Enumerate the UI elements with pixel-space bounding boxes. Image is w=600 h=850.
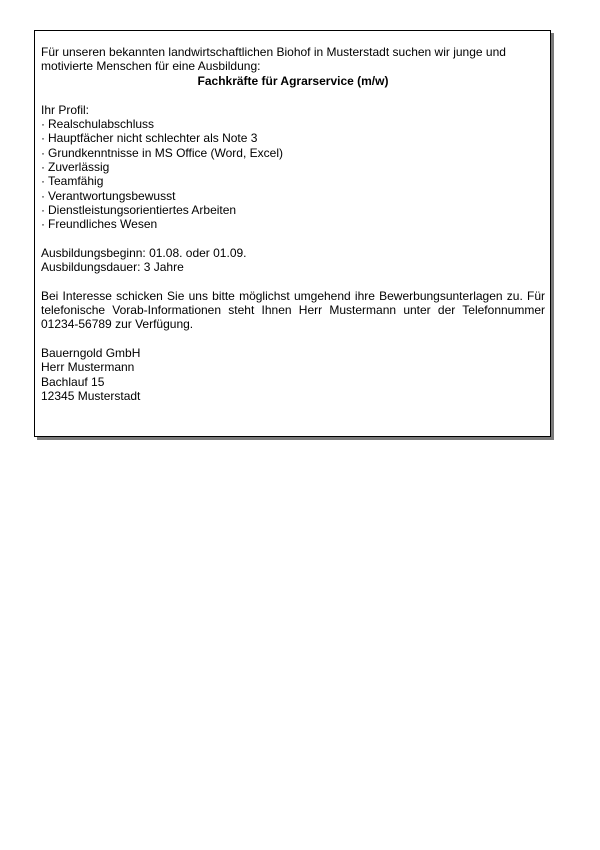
- profile-item-label: Teamfähig: [48, 174, 104, 189]
- profile-item-label: Grundkenntnisse in MS Office (Word, Excel): [48, 145, 283, 160]
- spacer: [41, 232, 545, 246]
- list-item: [41, 217, 545, 231]
- list-item: [41, 146, 545, 160]
- intro-text: Für unseren bekannten landwirtschaftlichen Biohof in Musterstadt suchen wir junge und motivierte Menschen für eine Ausbildung:: [41, 45, 506, 74]
- contact-street: Bachlauf 15: [41, 374, 105, 389]
- profile-item-label: Realschulabschluss: [48, 117, 155, 132]
- bullet: ·: [41, 217, 45, 232]
- profile-item-label: Freundliches Wesen: [48, 217, 158, 232]
- job-advertisement: [34, 30, 551, 437]
- contact-person: Herr Mustermann: [41, 360, 135, 375]
- bullet: ·: [41, 174, 45, 189]
- list-item: [41, 160, 545, 174]
- application-text: Bei Interesse schicken Sie uns bitte möglichst umgehend ihre Bewerbungsunterlagen zu. Für telefonische Vorab-Informationen steht Ihnen Herr Mustermann unter der Telefonnummer 01234-56789 zur Verfügung.: [41, 288, 545, 332]
- bullet: ·: [41, 160, 45, 175]
- bullet: ·: [41, 145, 45, 160]
- list-item: [41, 174, 545, 188]
- training-duration: Ausbildungsdauer: 3 Jahre: [41, 260, 184, 275]
- profile-item-label: Verantwortungsbewusst: [48, 188, 176, 203]
- list-item: [41, 203, 545, 217]
- bullet: ·: [41, 117, 45, 132]
- profile-item-label: Hauptfächer nicht schlechter als Note 3: [48, 131, 258, 146]
- list-item: [41, 189, 545, 203]
- bullet: ·: [41, 202, 45, 217]
- job-title: Fachkräfte für Agrarservice (m/w): [197, 73, 389, 88]
- bullet: ·: [41, 188, 45, 203]
- list-item: [41, 117, 545, 131]
- spacer: [41, 332, 545, 346]
- profile-item-label: Dienstleistungsorientiertes Arbeiten: [48, 202, 237, 217]
- list-item: [41, 131, 545, 145]
- training-start: Ausbildungsbeginn: 01.08. oder 01.09.: [41, 245, 247, 260]
- profile-heading: Ihr Profil:: [41, 102, 90, 117]
- spacer: [41, 274, 545, 288]
- contact-company: Bauerngold GmbH: [41, 345, 141, 360]
- profile-item-label: Zuverlässig: [48, 160, 110, 175]
- profile-list: [41, 117, 545, 231]
- bullet: ·: [41, 131, 45, 146]
- contact-city: 12345 Musterstadt: [41, 388, 141, 403]
